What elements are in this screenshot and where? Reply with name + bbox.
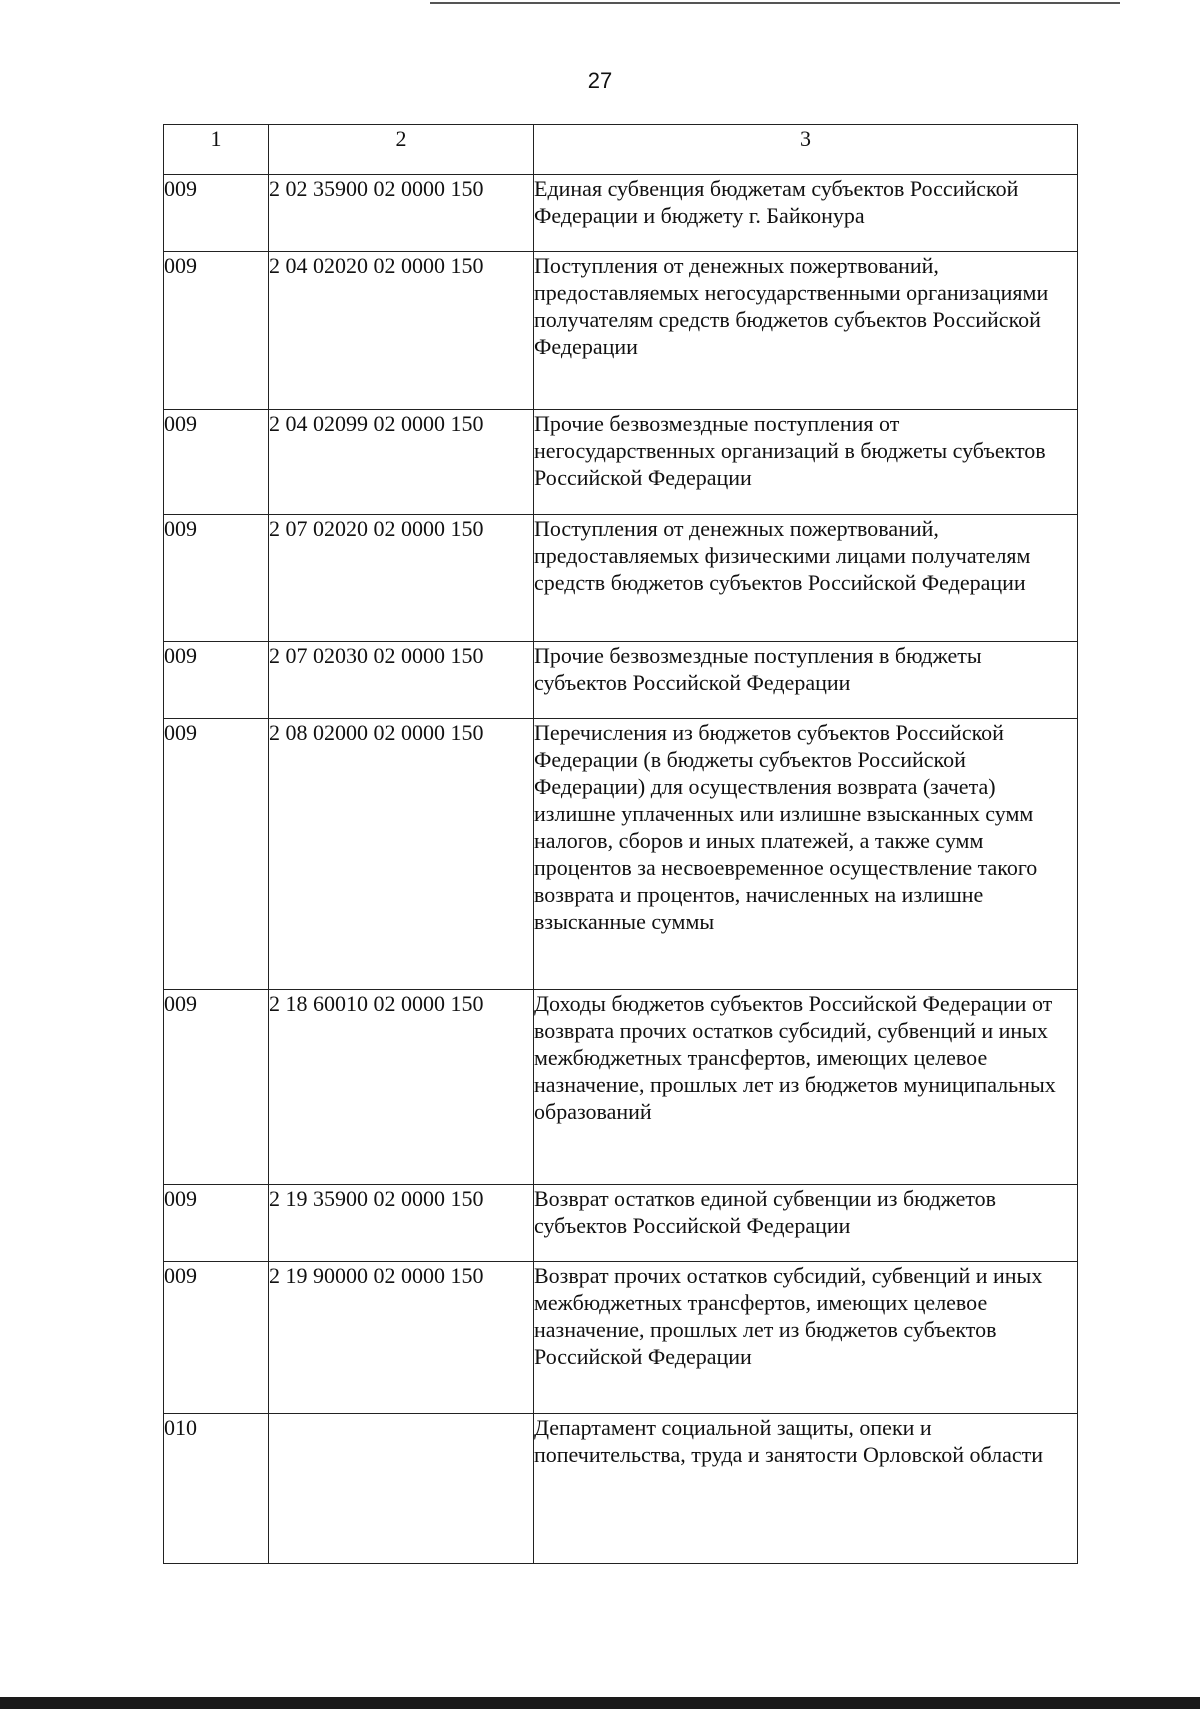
table-row — [164, 1262, 1078, 1414]
budget-code-cell: 2 04 02099 02 0000 150 — [269, 410, 534, 515]
scan-edge-bar — [0, 1697, 1200, 1709]
admin-code-cell: 009 — [164, 1262, 269, 1414]
table-row — [164, 175, 1078, 252]
table-row — [164, 252, 1078, 410]
admin-code-cell: 010 — [164, 1414, 269, 1564]
revenue-name-cell: Возврат остатков единой субвенции из бюджетов субъектов Российской Федерации — [534, 1185, 1078, 1262]
table-row — [164, 990, 1078, 1185]
admin-code-cell: 009 — [164, 515, 269, 642]
revenue-name-cell: Поступления от денежных пожертвований, предоставляемых физическими лицами получателям средств бюджетов субъектов Российской Федерации — [534, 515, 1078, 642]
revenue-name-cell: Доходы бюджетов субъектов Российской Федерации от возврата прочих остатков субсидий, субвенций и иных межбюджетных трансфертов, имеющих целевое назначение, прошлых лет из бюджетов муниципальных образований — [534, 990, 1078, 1185]
admin-code-cell: 009 — [164, 1185, 269, 1262]
revenue-name-cell: Поступления от денежных пожертвований, предоставляемых негосударственными организациями получателям средств бюджетов субъектов Российской Федерации — [534, 252, 1078, 410]
budget-code-cell: 2 07 02020 02 0000 150 — [269, 515, 534, 642]
admin-code-cell: 009 — [164, 175, 269, 252]
budget-code-cell: 2 02 35900 02 0000 150 — [269, 175, 534, 252]
revenue-name-cell: Единая субвенция бюджетам субъектов Российской Федерации и бюджету г. Байконура — [534, 175, 1078, 252]
admin-code-cell: 009 — [164, 719, 269, 990]
column-header-2: 2 — [269, 125, 534, 175]
revenue-name-cell: Департамент социальной защиты, опеки и попечительства, труда и занятости Орловской области — [534, 1414, 1078, 1564]
budget-code-cell: 2 08 02000 02 0000 150 — [269, 719, 534, 990]
page-number: 27 — [587, 68, 613, 93]
column-header-1: 1 — [164, 125, 269, 175]
revenue-name-cell: Прочие безвозмездные поступления от негосударственных организаций в бюджеты субъектов Российской Федерации — [534, 410, 1078, 515]
table-row — [164, 1185, 1078, 1262]
table-row — [164, 515, 1078, 642]
budget-code-cell: 2 04 02020 02 0000 150 — [269, 252, 534, 410]
revenue-name-cell: Прочие безвозмездные поступления в бюджеты субъектов Российской Федерации — [534, 642, 1078, 719]
budget-code-cell: 2 19 35900 02 0000 150 — [269, 1185, 534, 1262]
revenue-name-cell: Перечисления из бюджетов субъектов Российской Федерации (в бюджеты субъектов Российской Федерации) для осуществления возврата (зачета) излишне уплаченных или излишне взысканных сумм налогов, сборов и иных платежей, а также сумм процентов за несвоевременное осуществление такого возврата и процентов, начисленных на излишне взысканные суммы — [534, 719, 1078, 990]
budget-code-cell: 2 07 02030 02 0000 150 — [269, 642, 534, 719]
budget-codes-table — [163, 124, 1078, 1564]
admin-code-cell: 009 — [164, 410, 269, 515]
admin-code-cell: 009 — [164, 990, 269, 1185]
budget-code-cell — [269, 1414, 534, 1564]
column-header-3: 3 — [534, 125, 1078, 175]
revenue-name-cell: Возврат прочих остатков субсидий, субвенций и иных межбюджетных трансфертов, имеющих целевое назначение, прошлых лет из бюджетов субъектов Российской Федерации — [534, 1262, 1078, 1414]
scan-edge-line — [430, 2, 1120, 4]
table-row — [164, 410, 1078, 515]
budget-code-cell: 2 19 90000 02 0000 150 — [269, 1262, 534, 1414]
table-row — [164, 719, 1078, 990]
table-row — [164, 642, 1078, 719]
budget-code-cell: 2 18 60010 02 0000 150 — [269, 990, 534, 1185]
admin-code-cell: 009 — [164, 252, 269, 410]
table-row — [164, 1414, 1078, 1564]
admin-code-cell: 009 — [164, 642, 269, 719]
table-header-row — [164, 125, 1078, 175]
